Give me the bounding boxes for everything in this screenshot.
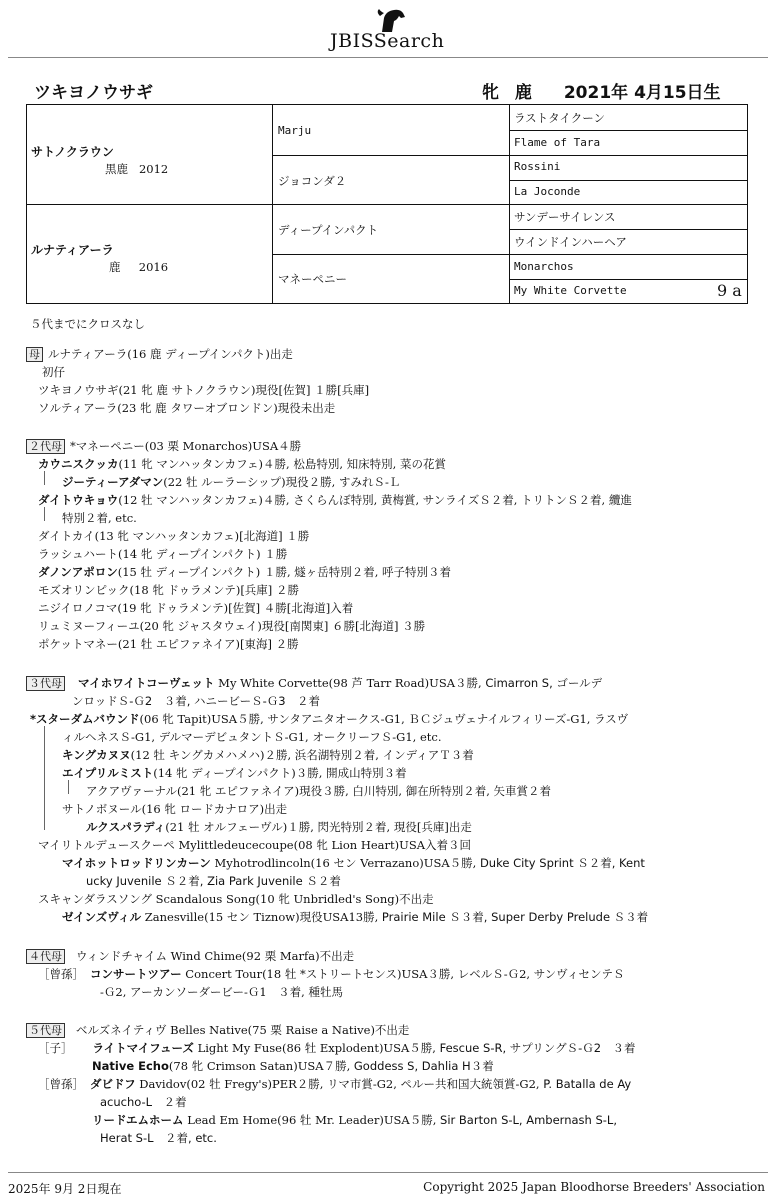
horse-color: 鹿: [514, 83, 532, 103]
g3-2[interactable]: Flame of Tara: [514, 136, 601, 149]
list-item[interactable]: ポケットマネー(21 牡 エピファネイア)[東海] ２勝: [38, 637, 299, 651]
pedigree-table: [26, 104, 748, 304]
g3-7[interactable]: Monarchos: [514, 260, 574, 273]
list-item-detail: Concert Tour(18 牡 *ストリートセンス)USA３勝, レベルＳ-Ｇ2, サンヴィセンテＳ: [181, 967, 625, 981]
dam-year: 2016: [138, 260, 169, 274]
dam-cell[interactable]: [31, 241, 168, 275]
jbis-logo[interactable]: [326, 6, 466, 54]
list-item[interactable]: [38, 456, 446, 472]
list-item-detail: Myhotrodlincoln(16 セン Verrazano)USA５勝,: [210, 856, 480, 870]
horse-link[interactable]: リードエムホーム: [92, 1113, 184, 1127]
list-item-detail: Light My Fuse(86 牡 Explodent)USA５勝,: [193, 1041, 440, 1055]
list-item-detail: (78 牝 Crimson Satan)USA７勝,: [168, 1059, 354, 1073]
section-tag: 母: [26, 347, 43, 362]
g3-8[interactable]: My White Corvette: [514, 284, 627, 297]
list-item[interactable]: [38, 966, 624, 982]
tree-line: [44, 471, 45, 485]
list-item[interactable]: ニジイロノコマ(19 牝 ドゥラメンテ)[佐賀] ４勝[北海道]入着: [38, 601, 354, 615]
list-item[interactable]: [38, 1076, 631, 1092]
list-item-detail: (15 牡 ディープインパクト) １勝, 燧ヶ岳特別２着, 呼子特別３着: [117, 565, 452, 579]
list-item-detail: Davidov(02 牡 Fregy's)PER２勝, リマ市賞-G2, ペルー共和国大統領賞-G2,: [135, 1077, 544, 1091]
list-item[interactable]: [62, 855, 645, 871]
horse-link[interactable]: ルクスパラディ: [86, 820, 166, 834]
list-item-detail: Sir Barton S-L, Ambernash S-L,: [440, 1113, 617, 1127]
list-item-detail: (21 牡 オルフェーヴル)１勝, 閃光特別２着, 現役[兵庫]出走: [165, 820, 472, 834]
dam-note: 初仔: [42, 365, 65, 379]
horse-link[interactable]: Native Echo: [92, 1059, 169, 1073]
list-item-detail: My White Corvette(98 芦 Tarr Road)USA３勝,: [214, 676, 486, 690]
footer-date: 2025年 9月 2日現在: [8, 1182, 122, 1196]
horse-link[interactable]: マイホワイトコーヴェット: [78, 676, 215, 690]
section-tag: ３代母: [26, 676, 65, 691]
horse-link[interactable]: *スターダムバウンド: [30, 712, 140, 726]
horse-name: ツキヨノウサギ: [34, 83, 153, 103]
list-item-detail: (12 牡 マンハッタンカフェ)４勝, さくらんぼ特別, 黄梅賞, サンライズＳ２着, トリトンＳ２着, 纜進: [118, 493, 632, 507]
list-item[interactable]: ダイトカイ(13 牝 マンハッタンカフェ)[北海道] １勝: [38, 529, 310, 543]
divider: [272, 155, 747, 156]
list-item[interactable]: [92, 1058, 494, 1074]
horse-link[interactable]: ゼインズヴィル: [62, 910, 142, 924]
sire-color: 黒鹿: [105, 162, 128, 176]
dam-name: ルナティアーラ: [31, 243, 114, 257]
list-item-cont: 特別２着, etc.: [62, 511, 137, 525]
sire-year: 2012: [138, 162, 169, 176]
sire-cell[interactable]: [31, 143, 168, 177]
header-divider: [8, 57, 768, 58]
relation-label: ［曾孫］: [38, 967, 84, 981]
list-item[interactable]: [62, 765, 407, 781]
divider: [509, 279, 747, 280]
list-item[interactable]: [86, 819, 472, 835]
list-item-detail: (22 牡 ルーラーシップ)現役２勝, すみれＳ-Ｌ: [163, 475, 401, 489]
g2-sire-dam[interactable]: ジョコンダ２: [278, 174, 347, 188]
list-item[interactable]: マイリトルデュースクーペ Mylittledeucecoupe(08 牝 Lion Heart)USA入着３回: [38, 838, 472, 852]
divider: [27, 204, 747, 205]
list-item-detail: (12 牡 キングカメハメハ)２勝, 浜名湖特別２着, インディアＴ３着: [130, 748, 474, 762]
list-item-detail: Duke City Sprint Ｓ２着, Kent: [479, 856, 645, 870]
g2-dam-dam[interactable]: マネーペニー: [278, 272, 347, 286]
horse-link[interactable]: マイホットロッドリンカーン: [62, 856, 211, 870]
footer-divider: [8, 1172, 768, 1173]
list-item-cont: acucho-L ２着: [100, 1095, 187, 1109]
divider: [509, 229, 747, 230]
header: [0, 0, 775, 58]
g2-dam-sire[interactable]: ディープインパクト: [278, 223, 379, 237]
list-item-detail: (14 牝 ディープインパクト)３勝, 開成山特別３着: [153, 766, 407, 780]
tree-line: [44, 507, 45, 521]
list-item[interactable]: [62, 747, 474, 763]
list-item[interactable]: ツキヨノウサギ(21 牝 鹿 サトノクラウン)現役[佐賀] １勝[兵庫]: [38, 383, 370, 397]
horse-link[interactable]: ダイトウキョウ: [38, 493, 119, 507]
g3-4[interactable]: La Joconde: [514, 185, 581, 198]
sire-name: サトノクラウン: [31, 145, 114, 159]
sire-detail: [105, 161, 168, 177]
g5dam-head: ベルズネイティヴ Belles Native(75 栗 Raise a Native)不出走: [76, 1023, 410, 1037]
dam-head: ルナティアーラ(16 鹿 ディープインパクト)出走: [48, 347, 293, 361]
list-item[interactable]: サトノボヌール(16 牝 ロードカナロア)出走: [62, 802, 288, 816]
list-item[interactable]: モズオリンピック(18 牝 ドゥラメンテ)[兵庫] ２勝: [38, 583, 299, 597]
horse-sex: 牝: [482, 83, 499, 103]
list-item-detail: Prairie Mile Ｓ３着, Super Derby Prelude Ｓ３着: [381, 910, 649, 924]
list-item-cont: -Ｇ2, アーカンソーダービー-Ｇ1 ３着, 種牡馬: [100, 985, 343, 999]
list-item-detail: Lead Em Home(96 牡 Mr. Leader)USA５勝,: [183, 1113, 441, 1127]
list-item-detail: (11 牝 マンハッタンカフェ)４勝, 松島特別, 知床特別, 菜の花賞: [118, 457, 446, 471]
dam-detail: [109, 259, 168, 275]
section-tag: ２代母: [26, 439, 65, 454]
list-item-cont: ンロッドＳ-Ｇ2 ３着, ハニービーＳ-Ｇ3 ２着: [72, 694, 321, 708]
horse-link[interactable]: ジーティーアダマン: [62, 475, 164, 489]
list-item-cont: Herat S-L ２着, etc.: [100, 1131, 217, 1145]
list-item[interactable]: [38, 1040, 636, 1056]
relation-label: ［曾孫］: [38, 1077, 84, 1091]
list-item[interactable]: スキャンダラスソング Scandalous Song(10 牝 Unbridled's Song)不出走: [38, 892, 434, 906]
list-item-detail: Zanesville(15 セン Tiznow)現役USA13勝,: [141, 910, 382, 924]
list-item[interactable]: [92, 1112, 617, 1128]
divider: [272, 254, 747, 255]
footer-copyright: Copyright 2025 Japan Bloodhorse Breeders' Association: [423, 1180, 765, 1194]
list-item[interactable]: [38, 564, 451, 580]
list-item-detail: Goddess S, Dahlia H３着: [353, 1059, 494, 1073]
g3-3[interactable]: Rossini: [514, 160, 561, 173]
relation-label: ［子］: [38, 1041, 73, 1055]
g3-6[interactable]: ウインドインハーヘア: [514, 235, 627, 249]
logo-text: JBISSearch: [330, 30, 445, 52]
horse-link[interactable]: ライトマイフューズ: [92, 1041, 194, 1055]
horse-link[interactable]: エイプリルミスト: [62, 766, 154, 780]
inbreed-mark: 9 a: [717, 281, 742, 300]
g4dam-head: ウィンドチャイム Wind Chime(92 栗 Marfa)不出走: [76, 949, 355, 963]
cross-note: ５代までにクロスなし: [30, 317, 145, 331]
g2-sire-sire[interactable]: Marju: [278, 124, 312, 137]
list-item-detail: (06 牝 Tapit)USA５勝, サンタアニタオークス-G1, ＢＣジュヴェナイルフィリーズ-G1, ラスヴ: [139, 712, 629, 726]
g3-5[interactable]: サンデーサイレンス: [514, 210, 616, 224]
list-item-detail: Fescue S-R, サプリングＳ-Ｇ2 ３着: [439, 1041, 636, 1055]
g2dam-head: *マネーペニー(03 栗 Monarchos)USA４勝: [70, 439, 302, 453]
list-item-cont: ィルヘネスＳ-G1, デルマーデビュタントＳ-G1, オークリーフＳ-G1, etc.: [62, 730, 442, 744]
list-item[interactable]: リュミヌーフィーユ(20 牝 ジャスタウェイ)現役[南関東] ６勝[北海道] ３勝: [38, 619, 426, 633]
horse-link[interactable]: カウニスクッカ: [38, 457, 119, 471]
divider: [509, 180, 747, 181]
divider: [509, 130, 747, 131]
g3-1[interactable]: ラストタイクーン: [514, 111, 605, 125]
horse-link[interactable]: ダノンアポロン: [38, 565, 118, 579]
horse-link[interactable]: コンサートツアー: [90, 967, 182, 981]
list-item-detail: P. Batalla de Ay: [543, 1077, 632, 1091]
horse-info: [482, 78, 731, 103]
list-item[interactable]: ソルティアーラ(23 牝 鹿 タワーオブロンドン)現役未出走: [38, 401, 336, 415]
list-item[interactable]: アクアヴァーナル(21 牝 エピファネイア)現役３勝, 白川特別, 御在所特別２着, 矢車賞２着: [86, 784, 552, 798]
list-item[interactable]: ラッシュハート(14 牝 ディープインパクト) １勝: [38, 547, 288, 561]
horse-birth: 2021年 4月15日生: [563, 83, 721, 103]
list-item[interactable]: [38, 492, 632, 508]
list-item[interactable]: [30, 711, 628, 727]
list-item-detail: Cimarron S, ゴールデ: [485, 676, 603, 690]
horse-link[interactable]: キングカヌヌ: [62, 748, 131, 762]
dam-color: 鹿: [109, 260, 121, 274]
horse-link[interactable]: ダビドフ: [90, 1077, 136, 1091]
list-item[interactable]: [62, 909, 648, 925]
list-item[interactable]: [62, 474, 400, 490]
section-tag: ４代母: [26, 949, 65, 964]
list-item-cont: ucky Juvenile Ｓ２着, Zia Park Juvenile Ｓ２着: [86, 874, 341, 888]
tree-line: [44, 726, 45, 830]
section-tag: ５代母: [26, 1023, 65, 1038]
tree-line: [68, 780, 69, 794]
